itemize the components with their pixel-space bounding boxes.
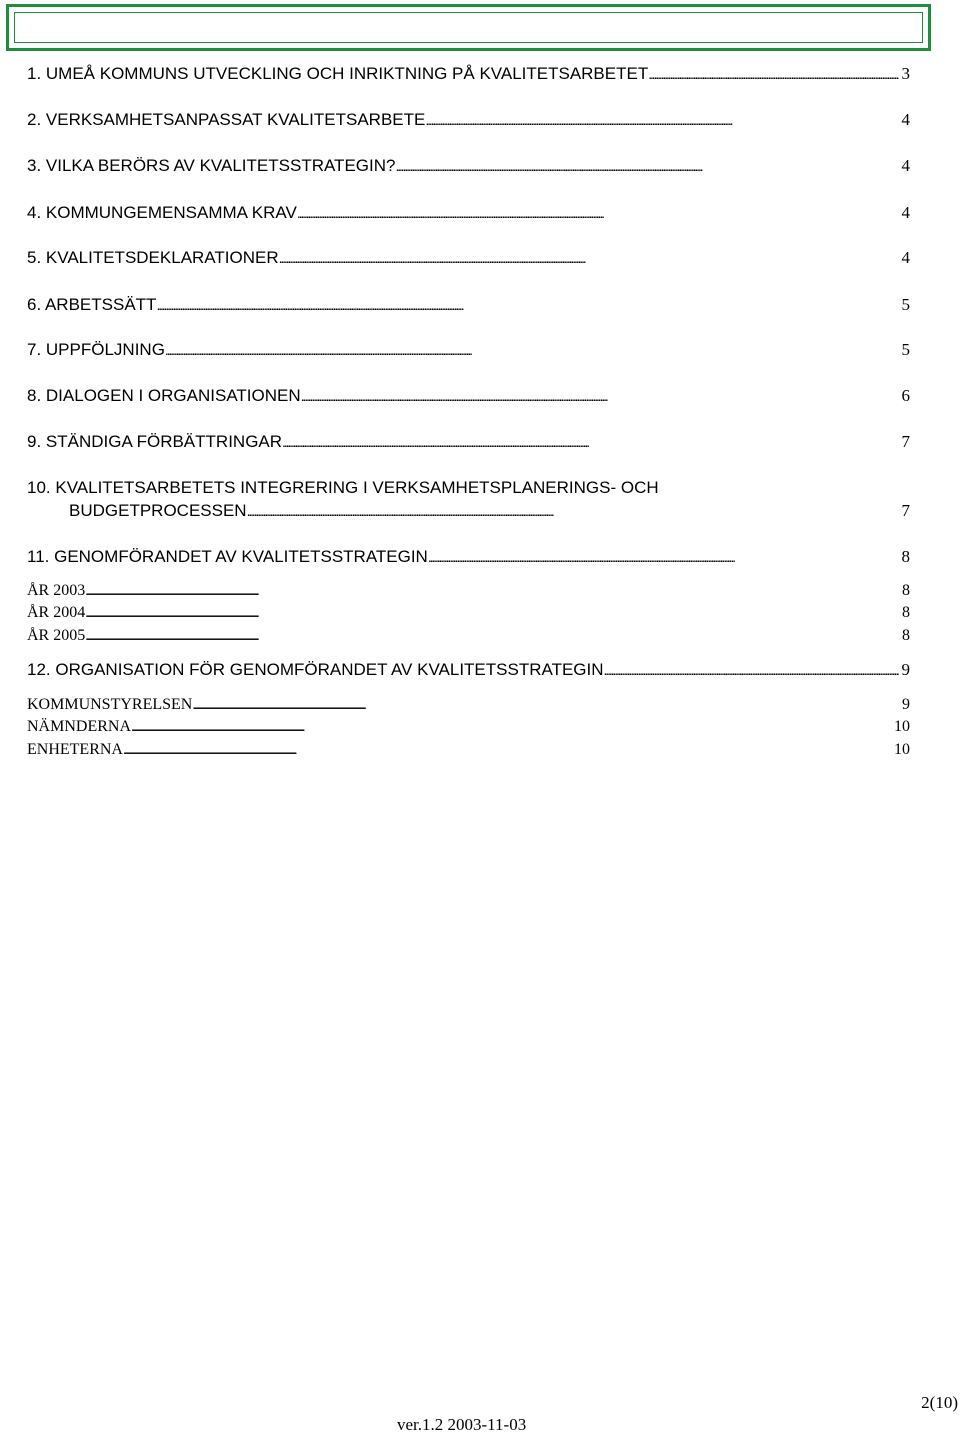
toc-entry-page: 7 (901, 432, 910, 451)
toc-dot-leader (192, 695, 899, 716)
toc-dot-leader (301, 385, 899, 407)
toc-entry-page: 5 (901, 295, 910, 314)
toc-entry[interactable] (27, 202, 910, 224)
toc-entry-title: 8. DIALOGEN I ORGANISATIONEN (27, 386, 301, 405)
toc-entry-title: 1. UMEÅ KOMMUNS UTVECKLING OCH INRIKTNING PÅ KVALITETSARBETET (27, 64, 649, 83)
toc-entry-title: 4. KOMMUNGEMENSAMMA KRAV (27, 203, 297, 222)
header-frame (6, 4, 931, 51)
toc-entry-title: BUDGETPROCESSEN (69, 501, 247, 520)
toc-subentry-title: ÅR 2004 (27, 604, 86, 621)
toc-entry[interactable] (27, 431, 910, 453)
toc-subentry[interactable] (27, 626, 910, 646)
toc-dot-leader (279, 247, 899, 269)
toc-entry-title: 2. VERKSAMHETSANPASSAT KVALITETSARBETE (27, 110, 426, 129)
toc-entry[interactable] (27, 659, 910, 681)
toc-dot-leader (425, 109, 898, 131)
toc-entry-title: 9. STÄNDIGA FÖRBÄTTRINGAR (27, 432, 283, 451)
toc-entry[interactable] (27, 339, 910, 361)
toc-dot-leader (297, 202, 899, 224)
toc-entry[interactable] (27, 63, 910, 85)
toc-entry[interactable] (69, 500, 910, 522)
toc-entry-title-line1[interactable]: 10. KVALITETSARBETETS INTEGRERING I VERKSAMHETSPLANERINGS- OCH (27, 478, 659, 497)
toc-entry-title: 6. ARBETSSÄTT (27, 295, 157, 314)
toc-subentry-title: NÄMNDERNA (27, 718, 131, 735)
toc-entry-page: 7 (901, 501, 910, 520)
toc-subentry[interactable] (27, 717, 910, 737)
toc-entry-page: 4 (901, 156, 910, 175)
toc-subentry-title: KOMMUNSTYRELSEN (27, 696, 193, 713)
toc-entry-page: 8 (901, 547, 910, 566)
toc-dot-leader (123, 740, 891, 761)
toc-entry-page: 4 (901, 203, 910, 222)
toc-subentry-title: ÅR 2003 (27, 582, 86, 599)
toc-subentry-page: 10 (894, 741, 910, 758)
toc-subentry-page: 8 (902, 604, 910, 621)
toc-entry-page: 3 (901, 64, 910, 83)
toc-dot-leader (247, 500, 899, 522)
toc-subentry-page: 9 (902, 696, 910, 713)
header-inner-border (14, 12, 923, 43)
page-number: 2(10) (921, 1393, 958, 1412)
toc-dot-leader (85, 581, 899, 602)
toc-entry-title: 12. ORGANISATION FÖR GENOMFÖRANDET AV KVALITETSSTRATEGIN (27, 660, 604, 679)
toc-dot-leader (85, 626, 899, 647)
toc-entry[interactable] (27, 109, 910, 131)
toc-subentry[interactable] (27, 603, 910, 623)
toc-dot-leader (428, 546, 899, 568)
toc-subentry[interactable] (27, 695, 910, 715)
toc-dot-leader (648, 63, 898, 85)
toc-subentry[interactable] (27, 581, 910, 601)
toc-entry-page: 6 (901, 386, 910, 405)
toc-entry-page: 9 (901, 660, 910, 679)
toc-dot-leader (85, 603, 899, 624)
toc-entry[interactable] (27, 247, 910, 269)
toc-dot-leader (165, 339, 899, 361)
toc-entry-page: 4 (901, 110, 910, 129)
toc-entry-title: 7. UPPFÖLJNING (27, 340, 165, 359)
toc-dot-leader (604, 659, 899, 681)
toc-entry-title: 11. GENOMFÖRANDET AV KVALITETSSTRATEGIN (27, 547, 428, 566)
toc-dot-leader (282, 431, 898, 453)
toc-entry-title: 5. KVALITETSDEKLARATIONER (27, 248, 279, 267)
toc-subentry-page: 8 (902, 627, 910, 644)
toc-entry[interactable] (27, 294, 910, 316)
toc-dot-leader (395, 155, 898, 177)
toc-entry-page: 5 (901, 340, 910, 359)
toc-subentry-page: 10 (894, 718, 910, 735)
toc-entry[interactable] (27, 385, 910, 407)
toc-dot-leader (131, 717, 891, 738)
toc-dot-leader (156, 294, 898, 316)
toc-entry-page: 4 (901, 248, 910, 267)
toc-subentry-title: ENHETERNA (27, 741, 123, 758)
toc-entry-title: 3. VILKA BERÖRS AV KVALITETSSTRATEGIN? (27, 156, 396, 175)
toc-subentry-page: 8 (902, 582, 910, 599)
footer-version: ver.1.2 2003-11-03 (397, 1415, 527, 1434)
toc-entry[interactable] (27, 155, 910, 177)
toc-subentry-title: ÅR 2005 (27, 627, 86, 644)
toc-entry[interactable] (27, 546, 910, 568)
toc-subentry[interactable] (27, 740, 910, 760)
